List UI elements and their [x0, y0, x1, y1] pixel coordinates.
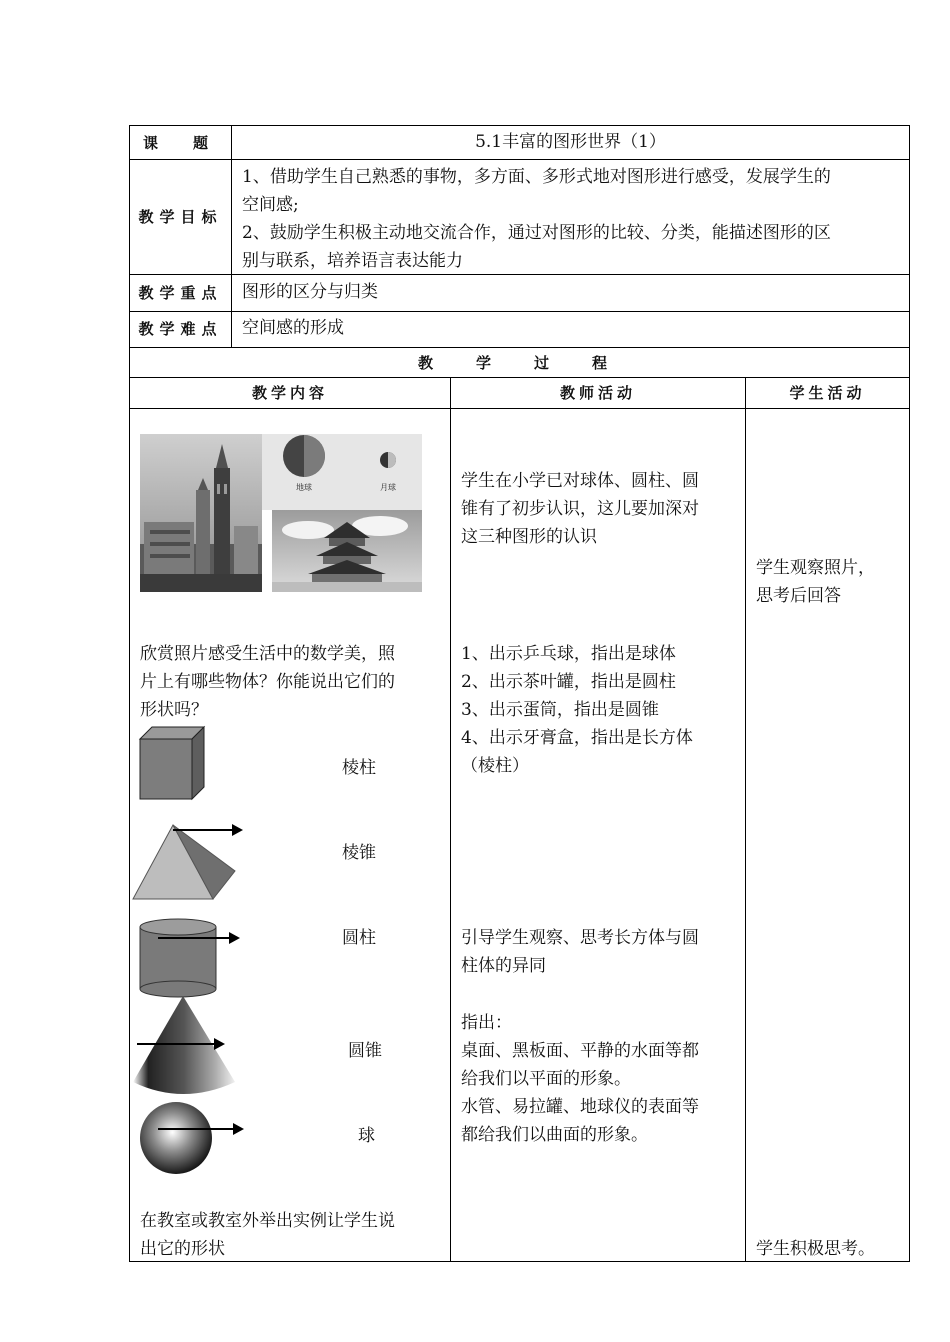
col-header-student: 学生活动: [789, 384, 866, 402]
shape-label-cylinder: 圆柱: [342, 928, 376, 948]
moon-caption: 月球: [380, 483, 396, 492]
prompt-line: 形状吗？: [140, 700, 208, 720]
student-line: 学生观察照片，: [756, 558, 875, 578]
teacher-steps: [461, 640, 693, 780]
shape-label-cone: 圆锥: [348, 1041, 382, 1061]
student-think: 学生积极思考。: [756, 1239, 875, 1259]
objective-line: 1、借助学生自己熟悉的事物，多方面、多形式地对图形进行感受，发展学生的: [242, 167, 831, 187]
point-line: 指出：: [461, 1013, 512, 1033]
teacher-line: 学生在小学已对球体、圆柱、圆: [461, 471, 699, 491]
step-line: 1、出示乒乓球，指出是球体: [461, 644, 676, 664]
shape-label-sphere: 球: [358, 1126, 375, 1146]
content-column-divider: [450, 377, 451, 1261]
difficulty-value: 空间感的形成: [242, 318, 344, 338]
objective-line: 2、鼓励学生积极主动地交流合作，通过对图形的比较、分类，能描述图形的区: [242, 223, 831, 243]
process-title: 教 学 过 程: [417, 354, 621, 372]
sphere-figure: [138, 1100, 248, 1180]
table-border-right: [909, 125, 910, 1262]
teacher-guide: [461, 924, 699, 980]
objective-line: 空间感;: [242, 195, 299, 215]
closing-prompt: [140, 1207, 395, 1263]
appreciate-prompt: [140, 640, 395, 724]
prompt-line: 欣赏照片感受生活中的数学美，照: [140, 644, 395, 664]
closing-line: 出它的形状: [140, 1239, 225, 1259]
shape-label-prism: 棱柱: [342, 758, 376, 778]
teacher-column-divider: [745, 377, 746, 1261]
key-point-label: 教学重点: [138, 284, 223, 302]
topic-label: 课 题: [142, 134, 218, 152]
key-point-value: 图形的区分与归类: [242, 282, 378, 302]
closing-line: 在教室或教室外举出实例让学生说: [140, 1211, 395, 1231]
point-line: 水管、易拉罐、地球仪的表面等: [461, 1097, 699, 1117]
col-header-content: 教学内容: [251, 384, 328, 402]
shape-label-pyramid: 棱锥: [342, 843, 376, 863]
guide-line: 引导学生观察、思考长方体与圆: [461, 928, 699, 948]
objective-label: 教学目标: [138, 208, 223, 226]
objective-line: 别与联系，培养语言表达能力: [242, 251, 463, 271]
row-divider: [129, 311, 910, 312]
topic-value: 5.1丰富的图形世界（1）: [475, 132, 666, 152]
teacher-intro: [461, 467, 699, 551]
teacher-line: 锥有了初步认识，这儿要加深对: [461, 499, 699, 519]
teacher-line: 这三种图形的认识: [461, 527, 597, 547]
difficulty-label: 教学难点: [138, 320, 223, 338]
guide-line: 柱体的异同: [461, 956, 546, 976]
table-border-top: [129, 125, 910, 126]
objective-text: [242, 163, 831, 275]
row-divider: [129, 377, 910, 378]
row-divider: [129, 159, 910, 160]
prompt-line: 片上有哪些物体？你能说出它们的: [140, 672, 395, 692]
point-line: 给我们以平面的形象。: [461, 1069, 631, 1089]
row-divider: [129, 347, 910, 348]
step-line: 4、出示牙膏盒，指出是长方体: [461, 728, 693, 748]
earth-caption: 地球: [296, 483, 312, 492]
prism-figure: [138, 725, 208, 800]
step-line: 3、出示蛋筒，指出是圆锥: [461, 700, 659, 720]
point-line: 都给我们以曲面的形象。: [461, 1125, 648, 1145]
cone-figure: [131, 994, 241, 1104]
step-line: 2、出示茶叶罐，指出是圆柱: [461, 672, 676, 692]
photo-collage: [140, 434, 422, 592]
step-line: （棱柱）: [461, 756, 529, 776]
teacher-point: [461, 1009, 699, 1149]
student-line: 思考后回答: [756, 586, 841, 606]
row-divider: [129, 408, 910, 409]
pyramid-figure: [131, 821, 246, 901]
student-observe: [756, 554, 875, 610]
cylinder-figure: [138, 917, 248, 997]
point-line: 桌面、黑板面、平静的水面等都: [461, 1041, 699, 1061]
col-header-teacher: 教师活动: [559, 384, 636, 402]
